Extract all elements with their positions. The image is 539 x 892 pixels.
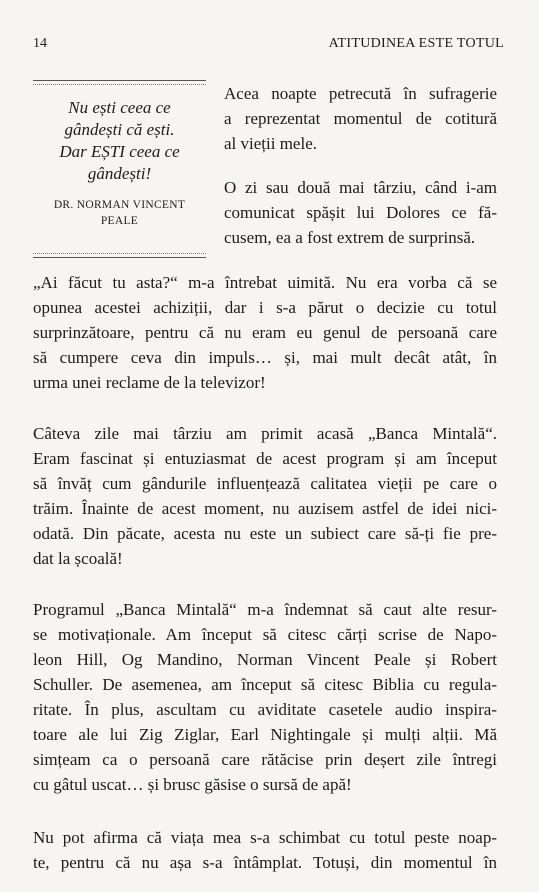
quote-author-line: PEALE	[100, 215, 139, 227]
text-line: comunicat spășit lui Dolores ce fă-	[224, 203, 497, 222]
paragraph	[33, 597, 497, 797]
text-line: dat la școală!	[33, 549, 123, 568]
text-line: O zi sau două mai târziu, când i-am	[224, 178, 497, 197]
text-line: Programul „Banca Mintală“ m-a îndemnat să caut alte resur-	[33, 600, 497, 619]
text-line: odată. Din păcate, acesta nu este un subiect care să-ți fie pre-	[33, 524, 497, 543]
quote-line: Dar EȘTI ceea ce	[59, 142, 180, 161]
quote-bottom-rule	[33, 257, 206, 258]
text-line: ritate. În plus, ascultam cu aviditate casetele audio inspira-	[33, 700, 497, 719]
text-line: al vieții mele.	[224, 134, 317, 153]
paragraph	[224, 175, 497, 250]
text-line: surprinzătoare, pentru că nu eram eu genul de persoană care	[33, 323, 497, 342]
text-line: Acea noapte petrecută în sufragerie	[224, 84, 497, 103]
text-line: să învăț cum gândurile influențează calitatea vieții pe care o	[33, 474, 497, 493]
quote-line: gândești că ești.	[64, 120, 175, 139]
running-header	[33, 36, 504, 56]
text-line: se motivaționale. Am început să citesc cărți scrise de Napo-	[33, 625, 497, 644]
book-title: ATITUDINEA ESTE TOTUL	[328, 36, 504, 51]
text-line: Nu pot afirma că viața mea s-a schimbat cu totul peste noap-	[33, 828, 497, 847]
quote-bottom-rule-inner	[33, 253, 206, 254]
quote-line: Nu ești ceea ce	[68, 98, 171, 117]
text-line: cusem, ea a fost extrem de surprinsă.	[224, 228, 476, 247]
text-line: Eram fascinat și entuziasmat de acest program și am început	[33, 449, 497, 468]
text-line: opunea acestei achiziții, dar i s-a părut o decizie cu totul	[33, 298, 497, 317]
quote-line: gândești!	[87, 164, 152, 183]
paragraph	[33, 421, 497, 571]
page-number: 14	[33, 36, 47, 51]
text-line: leon Hill, Og Mandino, Norman Vincent Peale și Robert	[33, 650, 497, 669]
text-line: simțeam ca o persoană care rătăcise prin deșert zile întregi	[33, 750, 497, 769]
text-line: toare ale lui Zig Ziglar, Earl Nightingale și mulți alții. Mă	[33, 725, 497, 744]
paragraph	[33, 825, 497, 875]
text-line: trăim. Înainte de acest moment, nu auzisem astfel de idei nici-	[33, 499, 497, 518]
paragraph	[224, 81, 497, 156]
quote-author-line: DR. NORMAN VINCENT	[53, 199, 186, 211]
quote-top-rule	[33, 80, 206, 81]
text-line: urma unei reclame de la televizor!	[33, 373, 266, 392]
pull-quote	[33, 80, 206, 258]
text-line: Schuller. De asemenea, am început să citesc Biblia cu regula-	[33, 675, 497, 694]
text-line: a reprezentat momentul de cotitură	[224, 109, 497, 128]
text-line: Câteva zile mai târziu am primit acasă „Banca Mintală“.	[33, 424, 497, 443]
text-line: te, pentru că nu așa s-a întâmplat. Totuși, din momentul în	[33, 853, 497, 872]
quote-text	[33, 97, 206, 185]
quote-top-rule-inner	[33, 84, 206, 85]
text-line: cu gâtul uscat… și brusc găsise o sursă de apă!	[33, 775, 352, 794]
quote-author	[33, 197, 206, 229]
paragraph	[33, 270, 497, 395]
text-line: „Ai făcut tu asta?“ m-a întrebat uimită. Nu era vorba că se	[33, 273, 497, 292]
text-line: să cumpere ceva din impuls… și, mai mult decât atât, în	[33, 348, 497, 367]
